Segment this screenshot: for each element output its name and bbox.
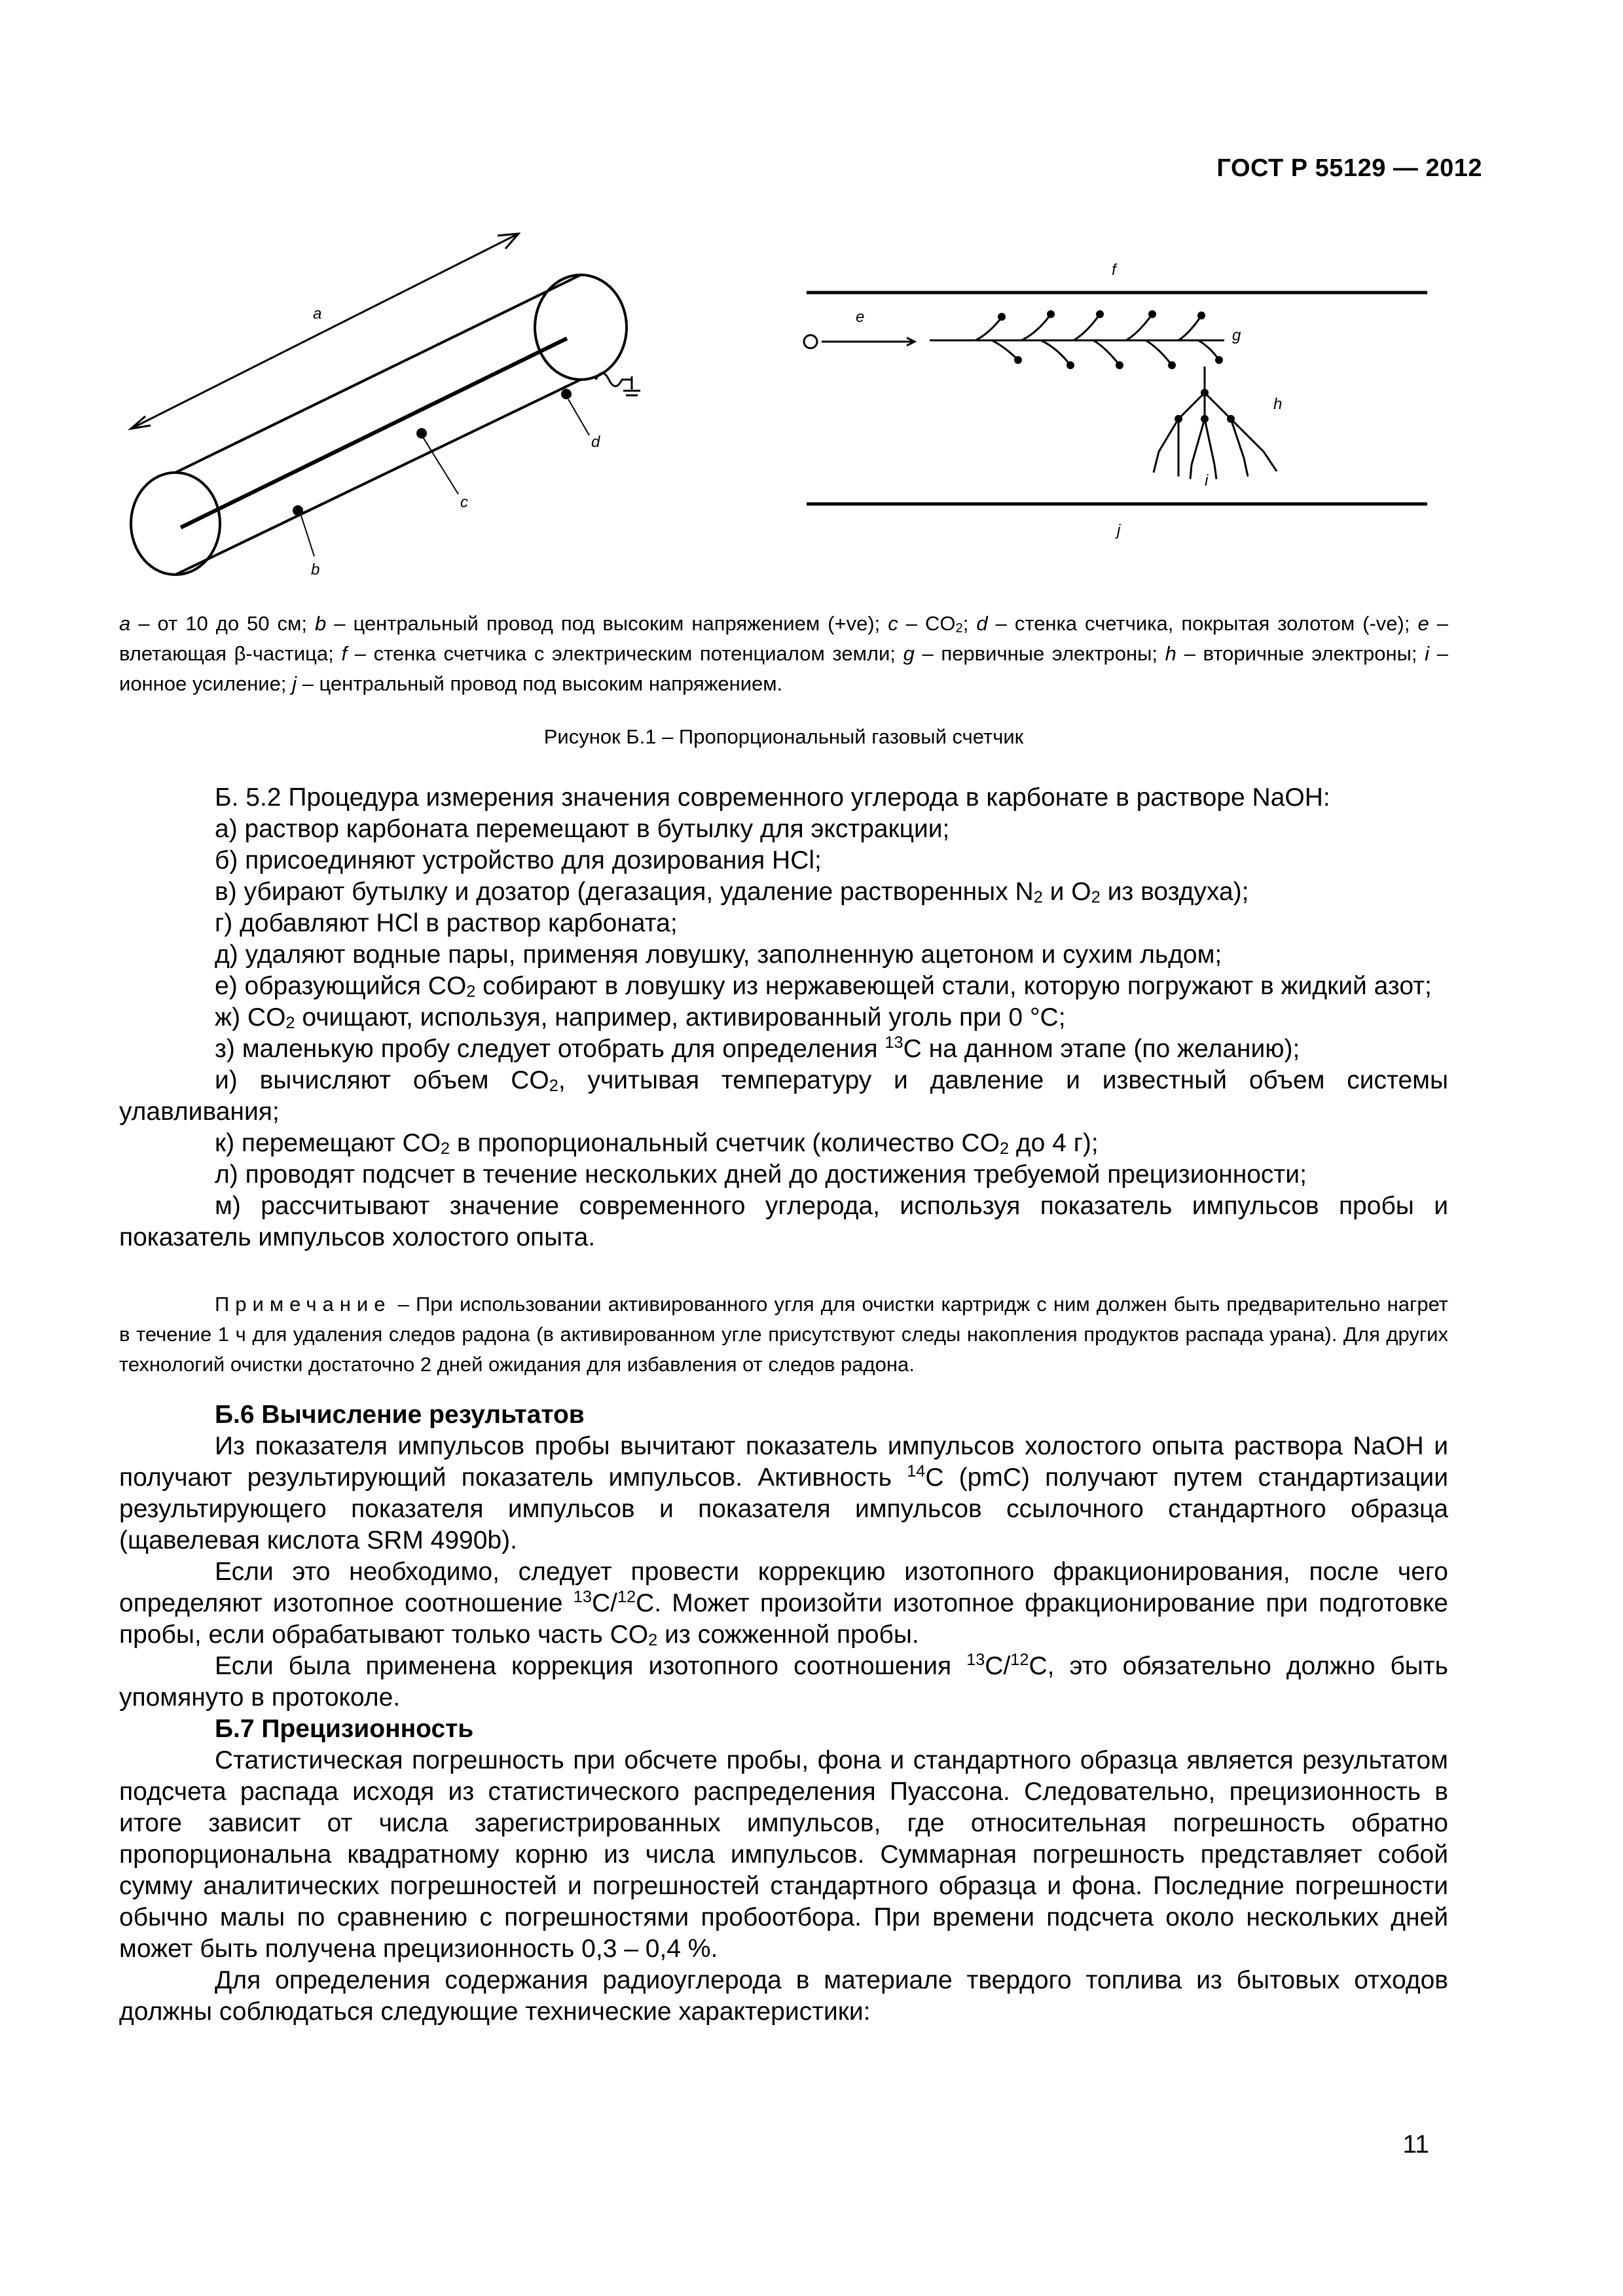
- counter-cylinder: [131, 234, 640, 575]
- legend-text-d: стенка счетчика, покрытая золотом (-ve);: [1006, 612, 1418, 635]
- list-item-a: а) раствор карбоната перемещают в бутылку для экстракции;: [215, 815, 950, 843]
- label-j: j: [1117, 522, 1121, 539]
- legend-text-j: центральный провод под высоким напряжением.: [313, 672, 783, 695]
- label-e: e: [856, 308, 865, 326]
- legend-text-c: CO: [917, 612, 956, 635]
- section-b6-paragraph-1: Из показателя импульсов пробы вычитают показатель импульсов холостого опыта раствора NaOH и получают результирующий показатель импульсов. Активность $^{14}$C (pmC) получают путем стандартизации результирующего показателя импульсов и показателя импульсов ссылочного стандартного образца (щавелевая кислота SRM 4990b).: [119, 1432, 1449, 1554]
- legend-text-f: стенка счетчика с электрическим потенциалом земли;: [365, 642, 903, 665]
- section-b6-heading: Б.6 Вычисление результатов: [215, 1401, 585, 1429]
- label-h: h: [1273, 395, 1283, 413]
- note-block: [119, 1289, 1448, 1380]
- legend-key-c: c –: [888, 612, 918, 635]
- electron-dots: [998, 310, 1235, 423]
- legend-key-j: j –: [292, 672, 314, 695]
- list-item-zh: ж) $CO_2$ очищают, используя, например, активированный уголь при 0 °С;: [215, 1003, 1066, 1032]
- legend-text-g: первичные электроны;: [933, 642, 1165, 665]
- legend-key-f: f –: [341, 642, 366, 665]
- section-b7-paragraph-2: Для определения содержания радиоуглерода в материале твердого топлива из бытовых отходов должны соблюдаться следующие технические характеристики:: [119, 1966, 1448, 2026]
- legend-key-b: b –: [314, 612, 346, 635]
- figure-caption: Рисунок Б.1 – Пропорциональный газовый счетчик: [543, 725, 1024, 748]
- point-c-marker: [416, 428, 427, 439]
- note-label: Примечание: [215, 1293, 392, 1316]
- section-b7-heading: Б.7 Прецизионность: [215, 1715, 474, 1743]
- document-header: ГОСТ Р 55129 — 2012: [1216, 154, 1482, 182]
- legend-key-a: a –: [119, 612, 150, 635]
- legend-key-h: h –: [1165, 642, 1195, 665]
- label-c: c: [460, 493, 468, 511]
- legend-text-a: от 10 до 50 см;: [149, 612, 315, 635]
- list-item-v: в) убирают бутылку и дозатор (дегазация, удаление растворенных $N_2$ и $O_2$ из воздуха);: [215, 878, 1249, 906]
- list-item-l: л) проводят подсчет в течение нескольких дней до достижения требуемой прецизионности;: [215, 1160, 1307, 1189]
- label-a: a: [313, 305, 322, 323]
- legend-text-e: влетающая β-частица;: [119, 642, 342, 665]
- label-b: b: [311, 561, 320, 579]
- list-item-m: м) рассчитывают значение современного углерода, используя показатель импульсов пробы и показатель импульсов холостого опыта.: [119, 1192, 1448, 1251]
- list-item-z: з) маленькую пробу следует отобрать для определения $^{13}$C на данном этапе (по желанию);: [215, 1033, 1300, 1063]
- list-item-d: д) удаляют водные пары, применяя ловушку, заполненную ацетоном и сухим льдом;: [215, 941, 1222, 969]
- legend-key-e: e –: [1417, 612, 1448, 635]
- legend-key-i: i –: [1425, 642, 1448, 665]
- list-item-e: е) образующийся $CO_2$ собирают в ловушку из нержавеющей стали, которую погружают в жидкий азот;: [215, 972, 1432, 1001]
- section-b7-paragraph-1: Статистическая погрешность при обсчете пробы, фона и стандартного образца является результатом подсчета распада исходя из статистического распределения Пуассона. Следовательно, прецизионность в итоге зависит от числа зарегистрированных импульсов, где относительная погрешность обратно пропорциональна квадратному корню из числа импульсов. Суммарная погрешность представляет собой сумму аналитических погрешностей и погрешностей стандартного образца и фона. Последние погрешности обычно малы по сравнению с погрешностями пробоотбора. При времени подсчета около нескольких дней может быть получена прецизионность 0,3 – 0,4 %.: [119, 1746, 1448, 1963]
- legend-text-b: центральный провод под высоким напряжением (+ve);: [345, 612, 888, 635]
- label-d: d: [591, 433, 600, 451]
- section-b52-title: Б. 5.2 Процедура измерения значения современного углерода в карбонате в растворе NaOH:: [215, 783, 1330, 812]
- legend-key-d: d –: [976, 612, 1007, 635]
- legend-text-i: ионное усиление;: [119, 672, 293, 695]
- list-item-i: и) вычисляют объем $CO_2$, учитывая температуру и давление и известный объем системы улавливания;: [119, 1066, 1449, 1126]
- particle-track: [822, 314, 1264, 465]
- section-b6-paragraph-3: Если была применена коррекция изотопного соотношения $^{13}$C/$^{12}$C, это обязательно должно быть упомянуто в протоколе.: [119, 1651, 1448, 1712]
- point-d-marker: [561, 389, 572, 399]
- legend-key-g: g –: [903, 642, 934, 665]
- label-i: i: [1205, 472, 1209, 490]
- document-body: [119, 782, 1448, 2028]
- list-item-b: б) присоединяют устройство для дозирования HCl;: [215, 846, 822, 874]
- proportional-counter-figure: [0, 0, 1623, 602]
- section-b6-paragraph-2: Если это необходимо, следует провести коррекцию изотопного фракционирования, после чего определяют изотопное соотношение $^{13}$C/$^{12}$C. Может произойти изотопное фракционирование при подготовке пробы, если обрабатывают только часть $CO_2$ из сожженной пробы.: [119, 1558, 1449, 1649]
- avalanche-diagram: [807, 293, 1427, 504]
- list-item-k: к) перемещают $CO_2$ в пропорциональный счетчик (количество $CO_2$ до 4 г);: [215, 1129, 1099, 1158]
- page-number: 11: [1402, 2130, 1429, 2159]
- subscript: 2: [955, 621, 963, 636]
- list-item-g: г) добавляют HCl в раствор карбоната;: [215, 909, 678, 937]
- label-f: f: [1112, 261, 1116, 279]
- legend-text-h: вторичные электроны;: [1195, 642, 1425, 665]
- figure-legend: a – от 10 до 50 см; b – центральный провод под высоким напряжением (+ve); c – $CO_2$; d – стенка счетчика, покрытая золотом (-ve); e – влетающая β-частица; f – стенка счетчика с электрическим потенциалом земли; g – первичные электроны; h – вторичные электроны; i – ионное усиление; j – центральный провод под высоким напряжением.: [119, 612, 1448, 695]
- label-g: g: [1232, 327, 1241, 344]
- ion-arrows: [1154, 452, 1277, 479]
- point-b-marker: [293, 505, 303, 516]
- note-text: – При использовании активированного угля для очистки картридж с ним должен быть предварительно нагрет в течение 1 ч для удаления следов радона (в активированном угле присутствуют следы накопления продуктов распада урана). Для других технологий очистки достаточно 2 дней ожидания для избавления от следов радона.: [119, 1293, 1448, 1376]
- incoming-particle: [804, 335, 817, 348]
